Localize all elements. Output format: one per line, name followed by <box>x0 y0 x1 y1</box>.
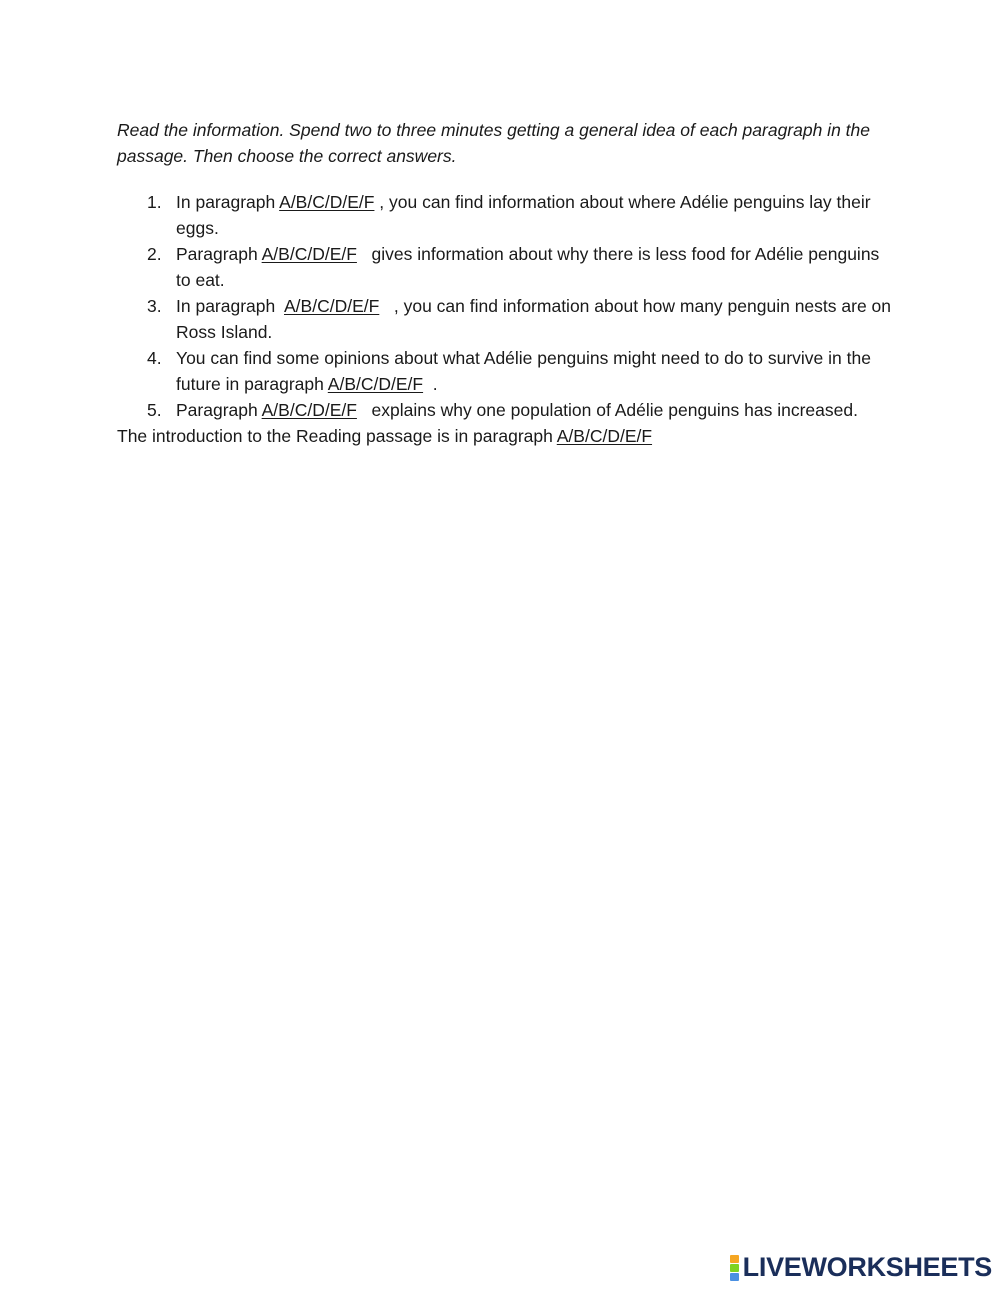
answer-blank-intro[interactable]: A/B/C/D/E/F <box>556 426 653 446</box>
intro-question <box>117 423 897 449</box>
question-item <box>117 241 897 293</box>
logo-square <box>730 1255 739 1263</box>
answer-blank-1[interactable]: A/B/C/D/E/F <box>279 192 375 212</box>
question-list <box>117 189 897 423</box>
question-number: 4. <box>147 348 162 368</box>
answer-blank-2[interactable]: A/B/C/D/E/F <box>261 244 357 264</box>
question-text-before: Paragraph <box>176 400 262 420</box>
question-item <box>117 189 897 241</box>
question-item <box>117 293 897 345</box>
intro-question-text: The introduction to the Reading passage is in paragraph <box>117 426 557 446</box>
liveworksheets-logo-icon <box>730 1255 739 1281</box>
answer-blank-3[interactable]: A/B/C/D/E/F <box>284 296 380 316</box>
question-text-after: . <box>423 374 438 394</box>
question-number: 2. <box>147 244 162 264</box>
question-text-before: You can find some opinions about what Adélie penguins might need to do to survive in the future in paragraph <box>176 348 871 394</box>
instructions-text: Read the information. Spend two to three minutes getting a general idea of each paragraph in the passage. Then choose the correct answers. <box>117 120 870 166</box>
question-number: 5. <box>147 400 162 420</box>
question-item <box>117 397 897 423</box>
question-text-before: In paragraph <box>176 296 284 316</box>
question-text-after: gives information about why there is less food for Adélie penguins to eat. <box>176 244 885 290</box>
question-item <box>117 345 897 397</box>
answer-blank-4[interactable]: A/B/C/D/E/F <box>327 374 424 394</box>
question-number: 1. <box>147 192 162 212</box>
logo-text: LIVEWORKSHEETS <box>742 1252 992 1282</box>
question-text-before: Paragraph <box>176 244 262 264</box>
answer-blank-5[interactable]: A/B/C/D/E/F <box>261 400 357 420</box>
question-text-before: In paragraph <box>176 192 280 212</box>
liveworksheets-logo <box>730 1252 992 1283</box>
question-text-after: explains why one population of Adélie penguins has increased. <box>356 400 858 420</box>
question-text-after: , you can find information about where Adélie penguins lay their eggs. <box>176 192 871 238</box>
logo-square <box>730 1273 739 1281</box>
question-number: 3. <box>147 296 162 316</box>
worksheet-page <box>117 117 897 449</box>
logo-square <box>730 1264 739 1272</box>
question-text-after: , you can find information about how many penguin nests are on Ross Island. <box>176 296 896 342</box>
